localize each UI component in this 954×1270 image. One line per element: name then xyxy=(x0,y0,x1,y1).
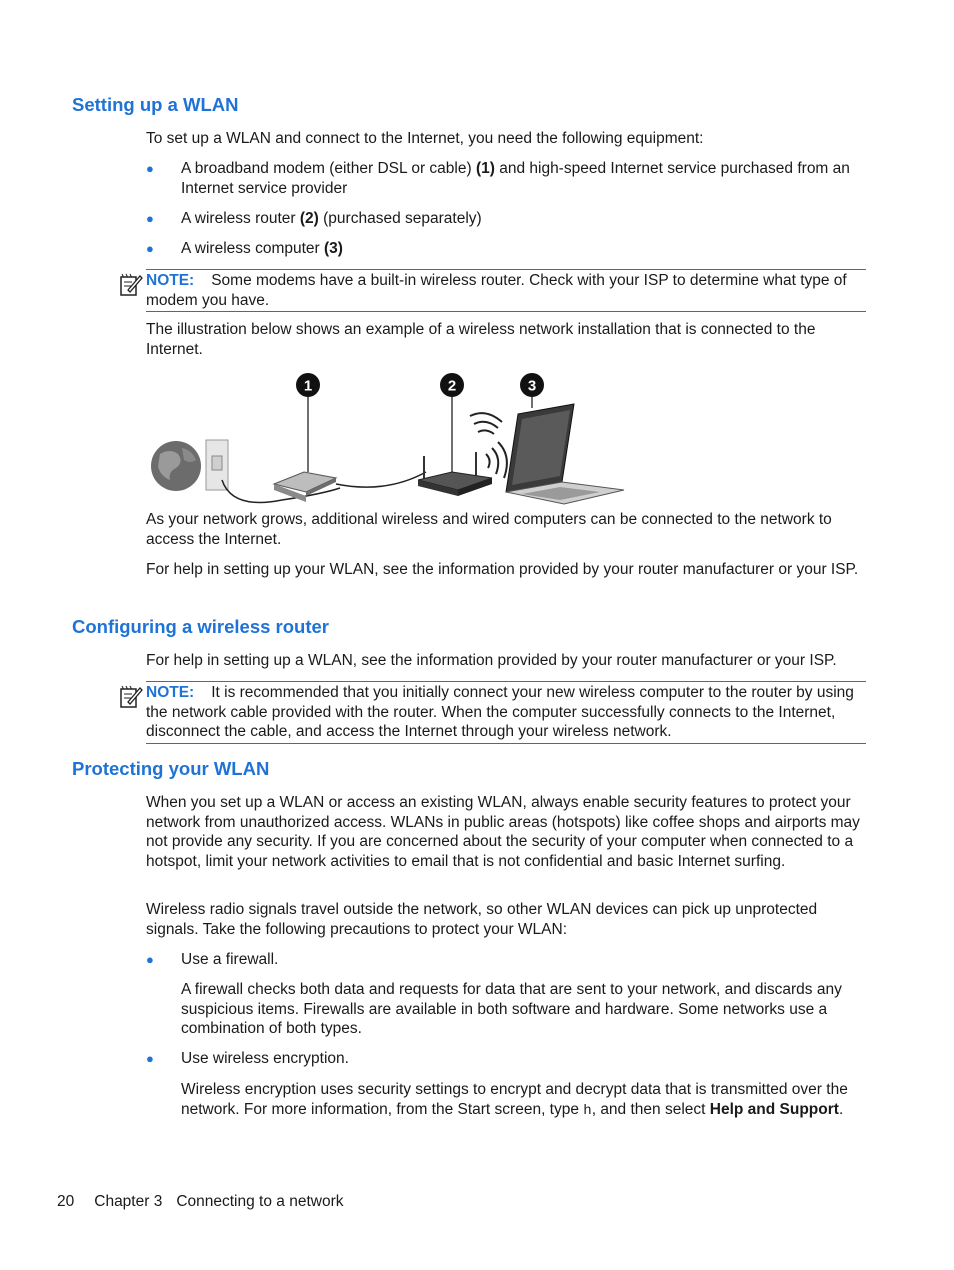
note-icon xyxy=(118,272,144,298)
bullet-icon: ● xyxy=(146,241,154,256)
callout-1 xyxy=(296,373,320,397)
configure-text: For help in setting up a WLAN, see the information provided by your router manufacturer or your ISP. xyxy=(146,652,837,669)
page-footer xyxy=(57,1192,343,1212)
illustration-intro: The illustration below shows an example of a wireless network installation that is connected to the Internet. xyxy=(146,321,816,358)
bullet-icon: ● xyxy=(146,161,154,176)
globe-icon xyxy=(151,441,201,491)
heading-setting-up-wlan: Setting up a WLAN xyxy=(72,94,239,115)
note-label: NOTE: xyxy=(146,272,195,289)
note-box xyxy=(146,269,866,312)
page-number: 20 xyxy=(57,1193,75,1210)
note-label: NOTE: xyxy=(146,684,195,701)
router-icon xyxy=(418,452,492,496)
setup-intro: To set up a WLAN and connect to the Internet, you need the following equipment: xyxy=(146,130,704,147)
laptop-icon xyxy=(506,404,624,504)
bullet-icon: ● xyxy=(146,211,154,226)
modem-icon xyxy=(274,472,336,502)
note-box xyxy=(146,681,866,744)
list-item: ● A broadband modem (either DSL or cable) (1) and high-speed Internet service purchased from an Internet service provider xyxy=(146,160,850,197)
wall-jack-icon xyxy=(206,440,228,490)
encryption-text: Wireless encryption uses security settings to encrypt and decrypt data that is transmitted over the network. For more information, from the Start screen, type h, and then select Help and Support. xyxy=(181,1081,848,1119)
list-item: ● A wireless router (2) (purchased separately) xyxy=(146,210,482,227)
svg-text:2: 2 xyxy=(447,377,457,395)
bullet-icon: ● xyxy=(146,952,154,967)
svg-text:1: 1 xyxy=(303,377,313,395)
callout-2 xyxy=(440,373,464,397)
firewall-text: A firewall checks both data and requests for data that are sent to your network, and discards any suspicious items. Firewalls are available in both software and hardware. Some networks use a combination of both types. xyxy=(181,981,842,1037)
chapter-label: Chapter 3 xyxy=(94,1193,163,1210)
callout-3 xyxy=(520,373,544,397)
list-item: ● Use wireless encryption. xyxy=(146,1050,349,1067)
setup-after-2: For help in setting up your WLAN, see the information provided by your router manufacturer or your ISP. xyxy=(146,561,859,578)
protect-p2: Wireless radio signals travel outside the network, so other WLAN devices can pick up unprotected signals. Take the following precautions to protect your WLAN: xyxy=(146,901,818,938)
protect-p1: When you set up a WLAN or access an existing WLAN, always enable security features to protect your network from unauthorized access. WLANs in public areas (hotspots) like coffee shops and airports may not provide any security. If you are concerned about the security of your computer when connected to a hotspot, limit your network activities to email that is not confidential and basic Internet surfing. xyxy=(146,794,860,870)
bullet-icon: ● xyxy=(146,1051,154,1066)
chapter-title: Connecting to a network xyxy=(176,1193,344,1210)
note-text: It is recommended that you initially connect your new wireless computer to the router by using the network cable provided with the router. When the computer successfully connects to the Internet, disconnect the cable, and access the Internet through your wireless network. xyxy=(146,684,854,740)
note-icon xyxy=(118,684,144,710)
setup-after-1: As your network grows, additional wireless and wired computers can be connected to the network to access the Internet. xyxy=(146,511,832,548)
list-item: ● A wireless computer (3) xyxy=(146,240,343,257)
heading-protecting-wlan: Protecting your WLAN xyxy=(72,758,270,779)
note-text: Some modems have a built-in wireless router. Check with your ISP to determine what type of modem you have. xyxy=(146,272,847,309)
svg-text:3: 3 xyxy=(527,377,537,395)
list-item: ● Use a firewall. xyxy=(146,951,279,968)
network-illustration xyxy=(146,368,636,508)
heading-configuring-router: Configuring a wireless router xyxy=(72,616,329,637)
